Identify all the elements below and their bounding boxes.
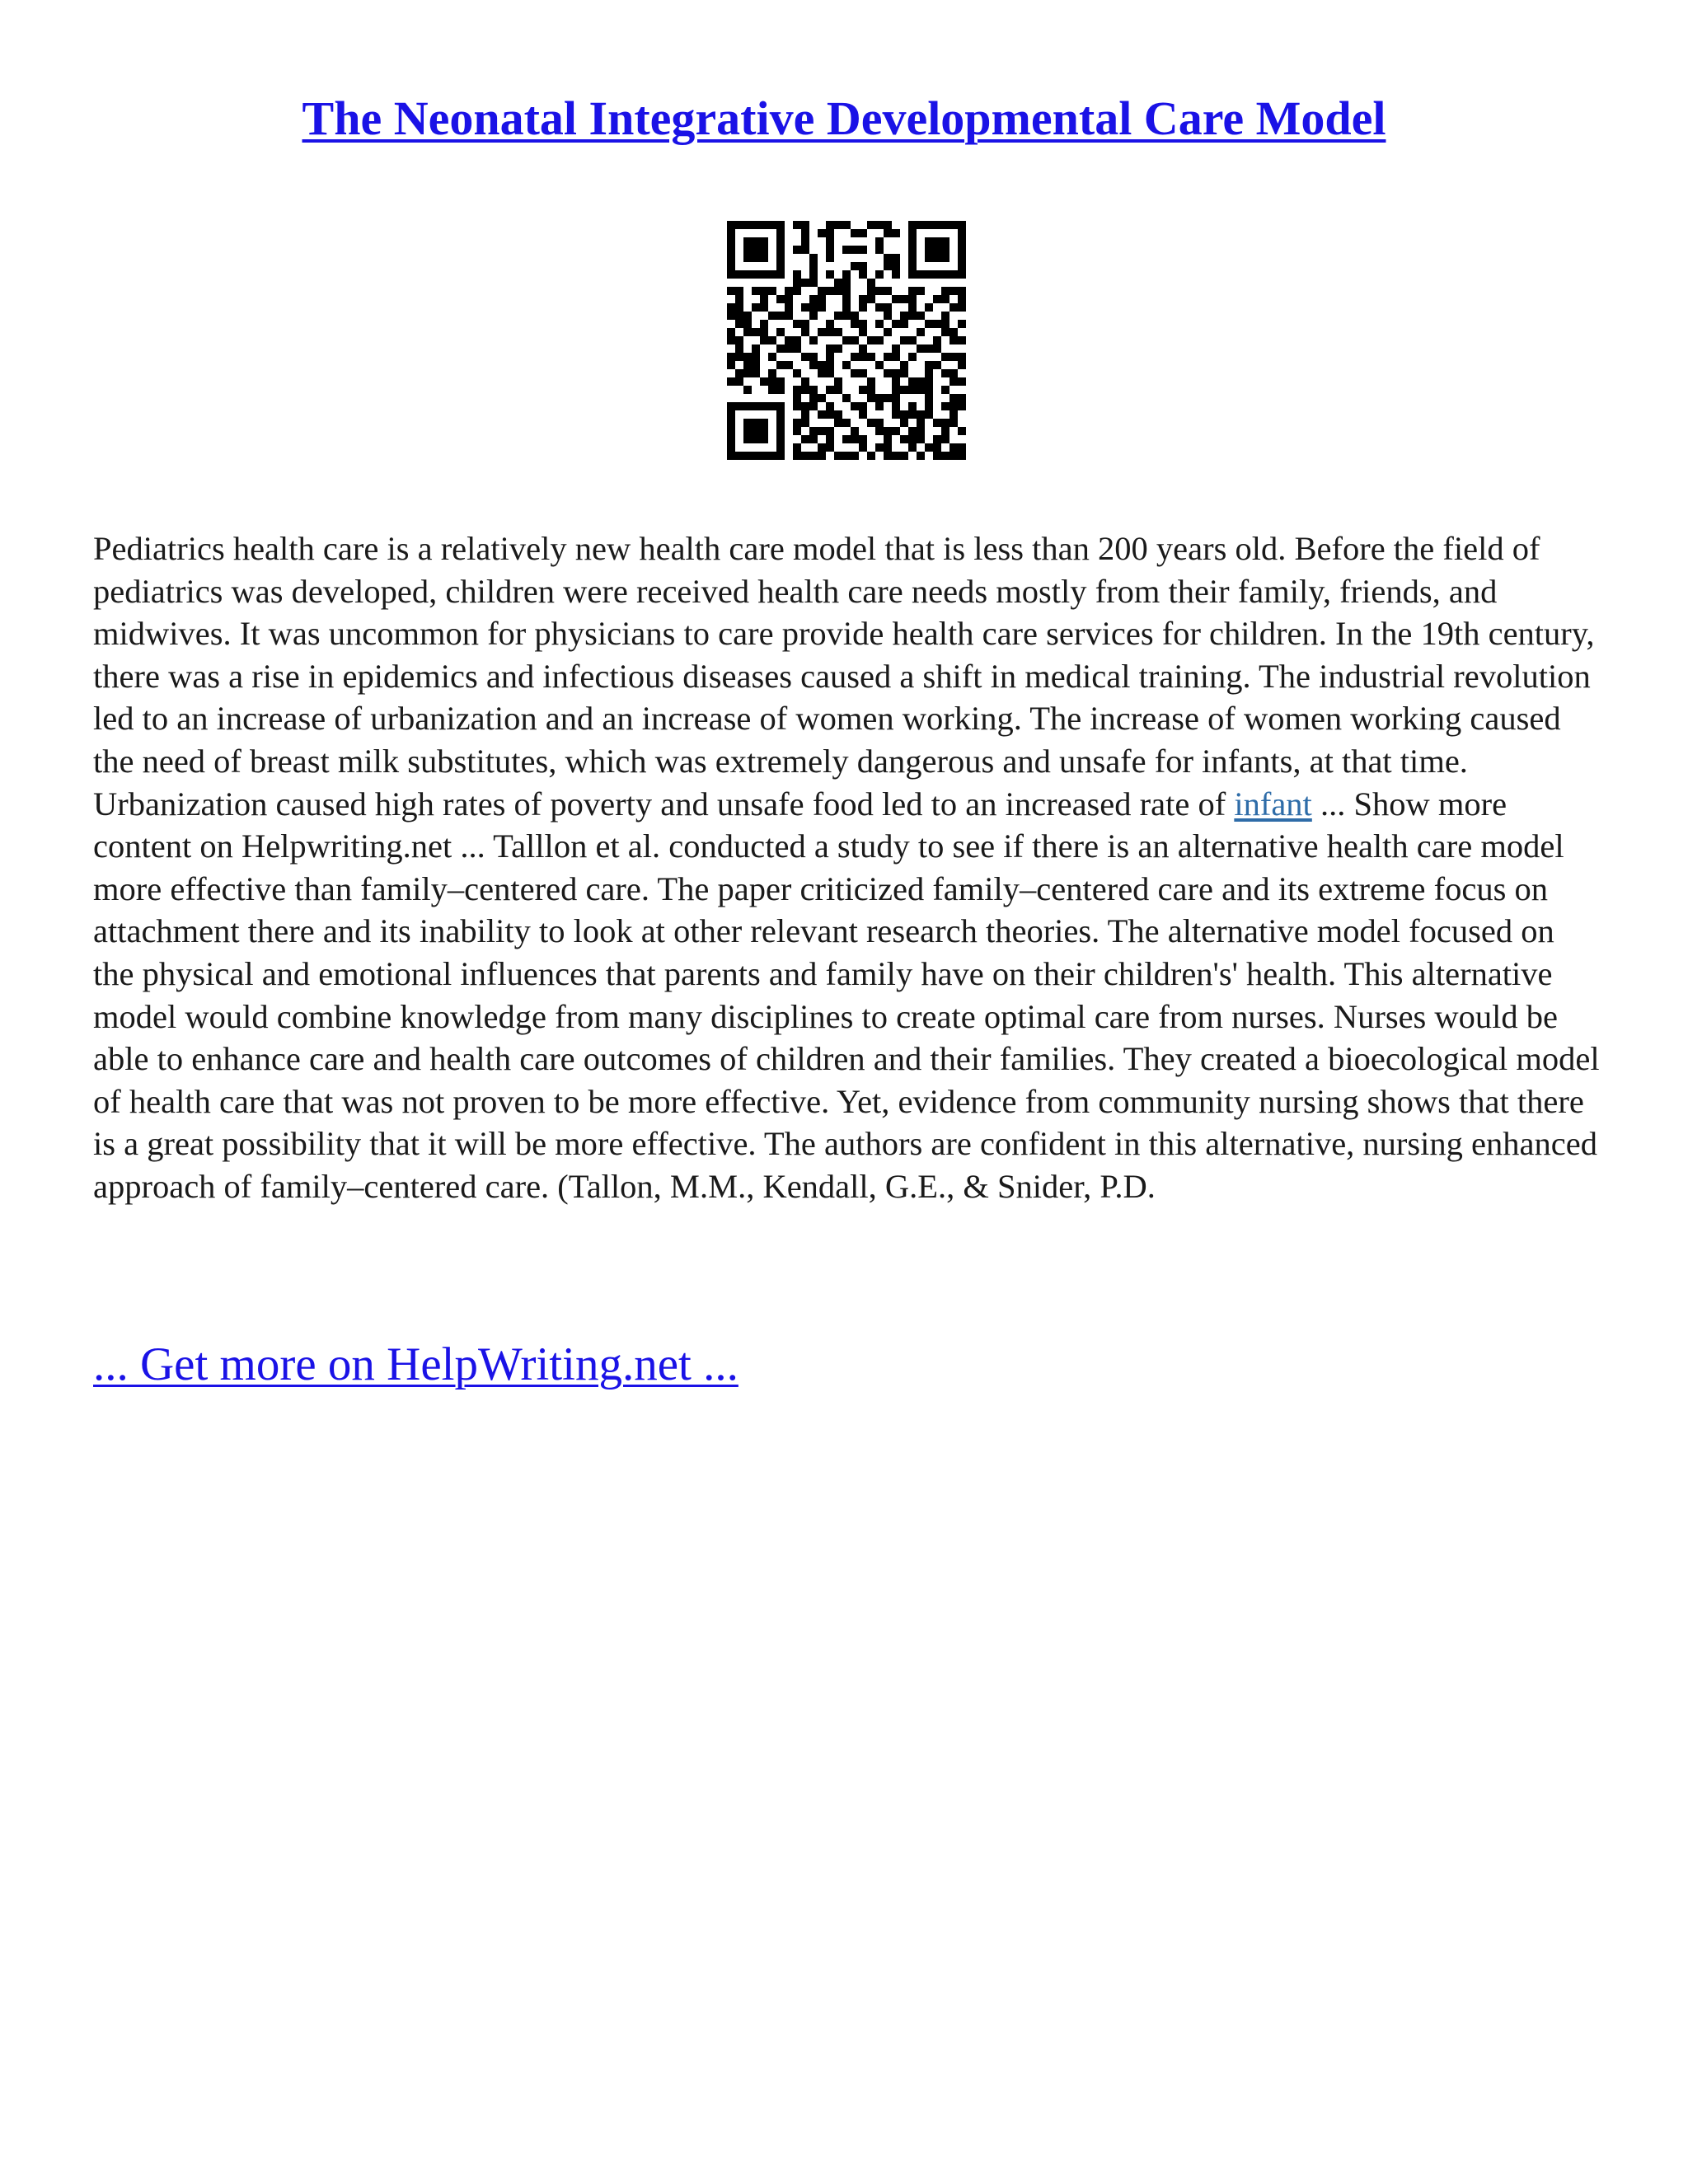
get-more-section	[93, 1335, 738, 1394]
page-title	[0, 89, 1688, 148]
qr-code-icon	[727, 221, 966, 460]
paragraph-text-before-link: Pediatrics health care is a relatively new health care model that is less than 200 years old. Before the field of pediatrics was developed, children were received health care needs mostly from their family, friends, and midwives. It was uncommon for physicians to care provide health care services for children. In the 19th century, there was a rise in epidemics and infectious diseases caused a shift in medical training. The industrial revolution led to an increase of urbanization and an increase of women working. The increase of women working caused the need of breast milk substitutes, which was extremely dangerous and unsafe for infants, at that time. Urbanization caused high rates of poverty and unsafe food led to an increased rate of	[93, 530, 1595, 823]
body-paragraph	[93, 527, 1601, 1208]
qr-code	[727, 221, 966, 460]
infant-link[interactable]: infant	[1234, 785, 1312, 823]
get-more-link[interactable]: ... Get more on HelpWriting.net ...	[93, 1338, 738, 1390]
paragraph-text-after-link: ... Show more content on Helpwriting.net ... Talllon et al. conducted a study to see if there is an alternative health care model more effective than family–centered care. The paper criticized family–centered care and its extreme focus on attachment there and its inability to look at other relevant research theories. The alternative model focused on the physical and emotional influences that parents and family have on their children's' health. This alternative model would combine knowledge from many disciplines to create optimal care from nurses. Nurses would be able to enhance care and health care outcomes of children and their families. They created a bioecological model of health care that was not proven to be more effective. Yet, evidence from community nursing shows that there is a great possibility that it will be more effective. The authors are confident in this alternative, nursing enhanced approach of family–centered care. (Tallon, M.M., Kendall, G.E., & Snider, P.D.	[93, 785, 1600, 1205]
title-link[interactable]: The Neonatal Integrative Developmental Care Model	[302, 91, 1386, 145]
